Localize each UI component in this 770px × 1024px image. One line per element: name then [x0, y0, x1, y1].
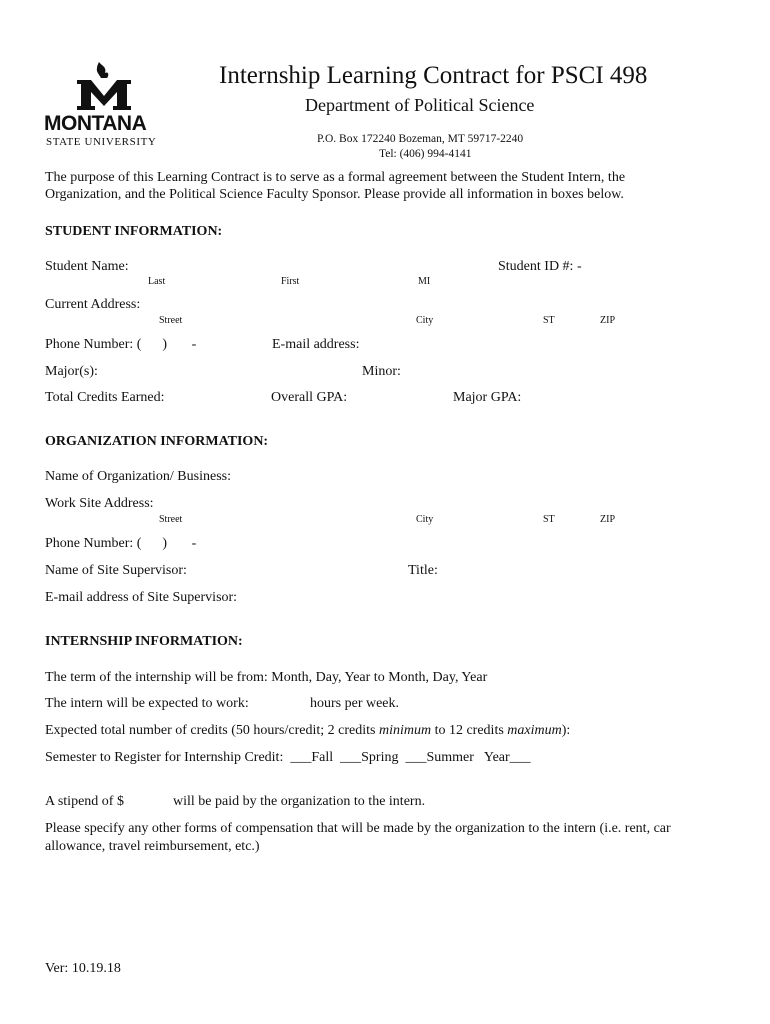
student-section-heading: STUDENT INFORMATION:: [45, 224, 223, 239]
stipend-label-start: A stipend of $: [45, 794, 124, 809]
intro-line-1: The purpose of this Learning Contract is to serve as a formal agreement between the Student Intern, the: [45, 170, 626, 185]
first-name-caption: First: [281, 276, 300, 287]
org-state-caption: ST: [543, 514, 555, 525]
org-zip-caption: ZIP: [600, 514, 615, 525]
overall-gpa-label: Overall GPA:: [271, 390, 348, 405]
logo-wordmark: MONTANA: [44, 112, 147, 135]
organization-section-heading: ORGANIZATION INFORMATION:: [45, 434, 269, 449]
logo-subtext: STATE UNIVERSITY: [46, 136, 157, 148]
montana-m-icon: [69, 60, 139, 112]
last-name-caption: Last: [148, 276, 166, 287]
middle-initial-caption: MI: [418, 276, 431, 287]
credits-text-1: Expected total number of credits (50 hours/credit; 2 credits: [45, 723, 379, 738]
internship-section-heading: INTERNSHIP INFORMATION:: [45, 634, 243, 649]
supervisor-title-label: Title:: [408, 563, 438, 578]
compensation-line-2: allowance, travel reimbursement, etc.): [45, 839, 260, 854]
site-supervisor-label: Name of Site Supervisor:: [45, 563, 187, 578]
internship-term: The term of the internship will be from: Month, Day, Year to Month, Day, Year: [45, 670, 488, 685]
majors-label: Major(s):: [45, 364, 98, 379]
current-address-label: Current Address:: [45, 297, 141, 312]
total-credits-label: Total Credits Earned:: [45, 390, 165, 405]
department-address: P.O. Box 172240 Bozeman, MT 59717-2240: [317, 133, 524, 145]
minor-label: Minor:: [362, 364, 401, 379]
credits-text-3: ):: [561, 723, 571, 738]
org-street-caption: Street: [159, 514, 183, 525]
major-gpa-label: Major GPA:: [453, 390, 522, 405]
student-id-label: Student ID #: -: [498, 259, 582, 274]
work-site-address-label: Work Site Address:: [45, 496, 154, 511]
street-caption: Street: [159, 315, 183, 326]
compensation-line-1: Please specify any other forms of compensation that will be made by the organization to the intern (i.e. rent, car: [45, 821, 671, 836]
credits-maximum: maximum: [507, 723, 562, 738]
credits-text-2: to 12 credits: [431, 723, 508, 738]
hours-label-start: The intern will be expected to work:: [45, 696, 249, 711]
department-phone: Tel: (406) 994-4141: [379, 148, 472, 160]
org-city-caption: City: [416, 514, 434, 525]
org-phone-label: Phone Number: ( ) -: [45, 536, 197, 551]
city-caption: City: [416, 315, 434, 326]
credits-minimum: minimum: [378, 723, 432, 738]
student-phone-label: Phone Number: ( ) -: [45, 337, 197, 352]
supervisor-email-label: E-mail address of Site Supervisor:: [45, 590, 238, 605]
intro-line-2: Organization, and the Political Science Faculty Sponsor. Please provide all information in boxes below.: [45, 187, 624, 202]
zip-caption: ZIP: [600, 315, 615, 326]
version-label: Ver: 10.19.18: [45, 961, 121, 976]
student-email-label: E-mail address:: [272, 337, 360, 352]
state-caption: ST: [543, 315, 555, 326]
student-name-label: Student Name:: [45, 259, 129, 274]
organization-name-label: Name of Organization/ Business:: [45, 469, 231, 484]
stipend-label-end: will be paid by the organization to the intern.: [173, 794, 426, 809]
msu-logo: [44, 60, 162, 150]
semester-register-line: Semester to Register for Internship Credit: ___Fall ___Spring ___Summer Year___: [45, 750, 531, 765]
department-name: Department of Political Science: [305, 95, 535, 115]
expected-credits-line: [45, 723, 570, 739]
hours-label-end: hours per week.: [310, 696, 400, 711]
page-title: Internship Learning Contract for PSCI 498: [219, 62, 648, 89]
